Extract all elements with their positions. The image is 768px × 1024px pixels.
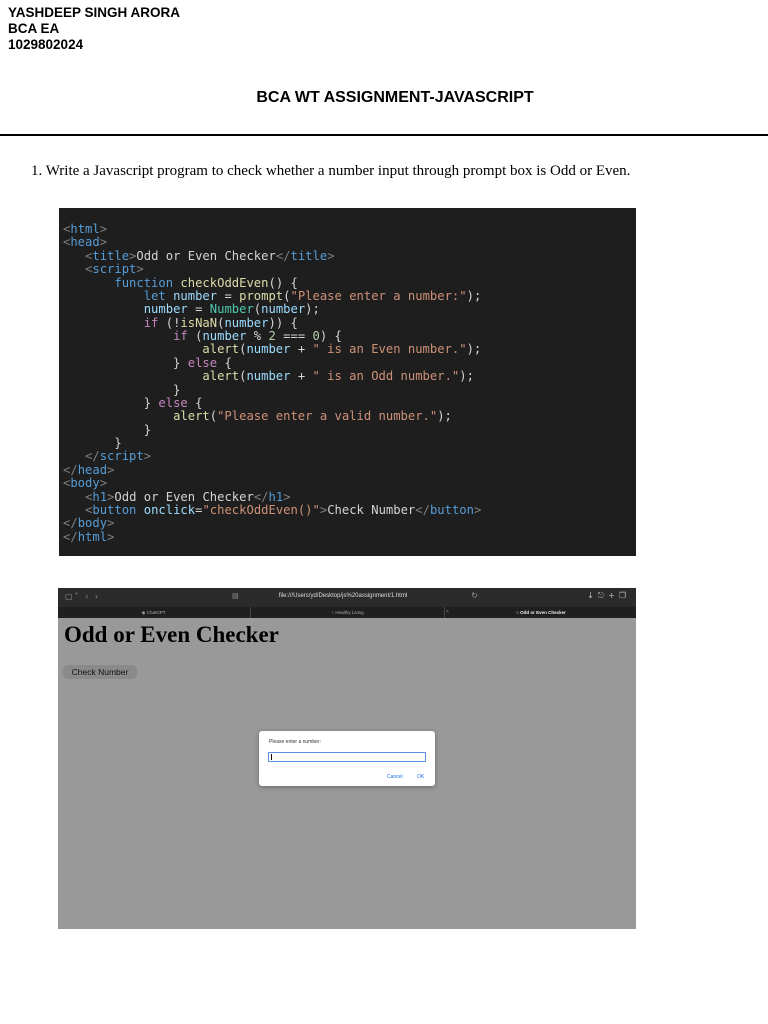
browser-toolbar: [58, 588, 636, 607]
tab-odd-even[interactable]: ○ Odd or Even Checker: [444, 607, 636, 618]
text-caret: [271, 754, 272, 760]
url-text: file:///Users/yd/Desktop/js%20assignment/1.html: [278, 593, 408, 599]
sidebar-toggle-icon[interactable]: ▢˅ ‹ ›: [65, 592, 101, 601]
page-title: BCA WT ASSIGNMENT-JAVASCRIPT: [256, 89, 534, 106]
prompt-dialog: [259, 731, 435, 786]
dialog-message: Please enter a number:: [269, 739, 321, 745]
page-heading: Odd or Even Checker: [64, 622, 279, 647]
student-info: [8, 5, 180, 53]
code-listing: <html> <head> <title>Odd or Even Checker</title> <script> function checkOddEven() { let number = prompt("Please enter a number:"); number = Number(number); if (!isNaN(number)) { if (number % 2 === 0) { alert(number + " is an Even number."); } else { alert(number + " is an Odd number."); } } else { alert("Please enter a valid number."); } } </script> </head> <body> <h1>Odd or Even Checker</h1> <button onclick="checkOddEven()">Check Number</button> </body> </html>: [63, 222, 482, 544]
tab-chatgpt[interactable]: ◉ ChatGPT: [141, 610, 166, 615]
page-icon: ▤: [232, 593, 239, 600]
cancel-button[interactable]: Cancel: [387, 774, 403, 780]
code-block: [59, 208, 636, 556]
tab-bar: [58, 607, 636, 618]
address-bar[interactable]: [218, 591, 478, 604]
student-roll: 1029802024: [8, 37, 84, 52]
dialog-input[interactable]: [268, 752, 426, 762]
toolbar-actions[interactable]: ↓⎋+❐: [587, 591, 630, 600]
reload-icon[interactable]: ↻: [471, 591, 478, 600]
ok-button[interactable]: OK: [417, 774, 425, 780]
tab-healthy-living[interactable]: ○ Healthy Living: [250, 607, 444, 618]
close-tab-icon[interactable]: ×: [446, 609, 449, 615]
browser-screenshot: [58, 588, 636, 929]
student-name: YASHDEEP SINGH ARORA: [8, 5, 181, 20]
student-class: BCA EA: [8, 21, 60, 36]
question-text: 1. Write a Javascript program to check whether a number input through prompt box is Odd or Even.: [31, 163, 631, 179]
check-number-button[interactable]: Check Number: [63, 665, 137, 679]
divider: [0, 134, 768, 136]
